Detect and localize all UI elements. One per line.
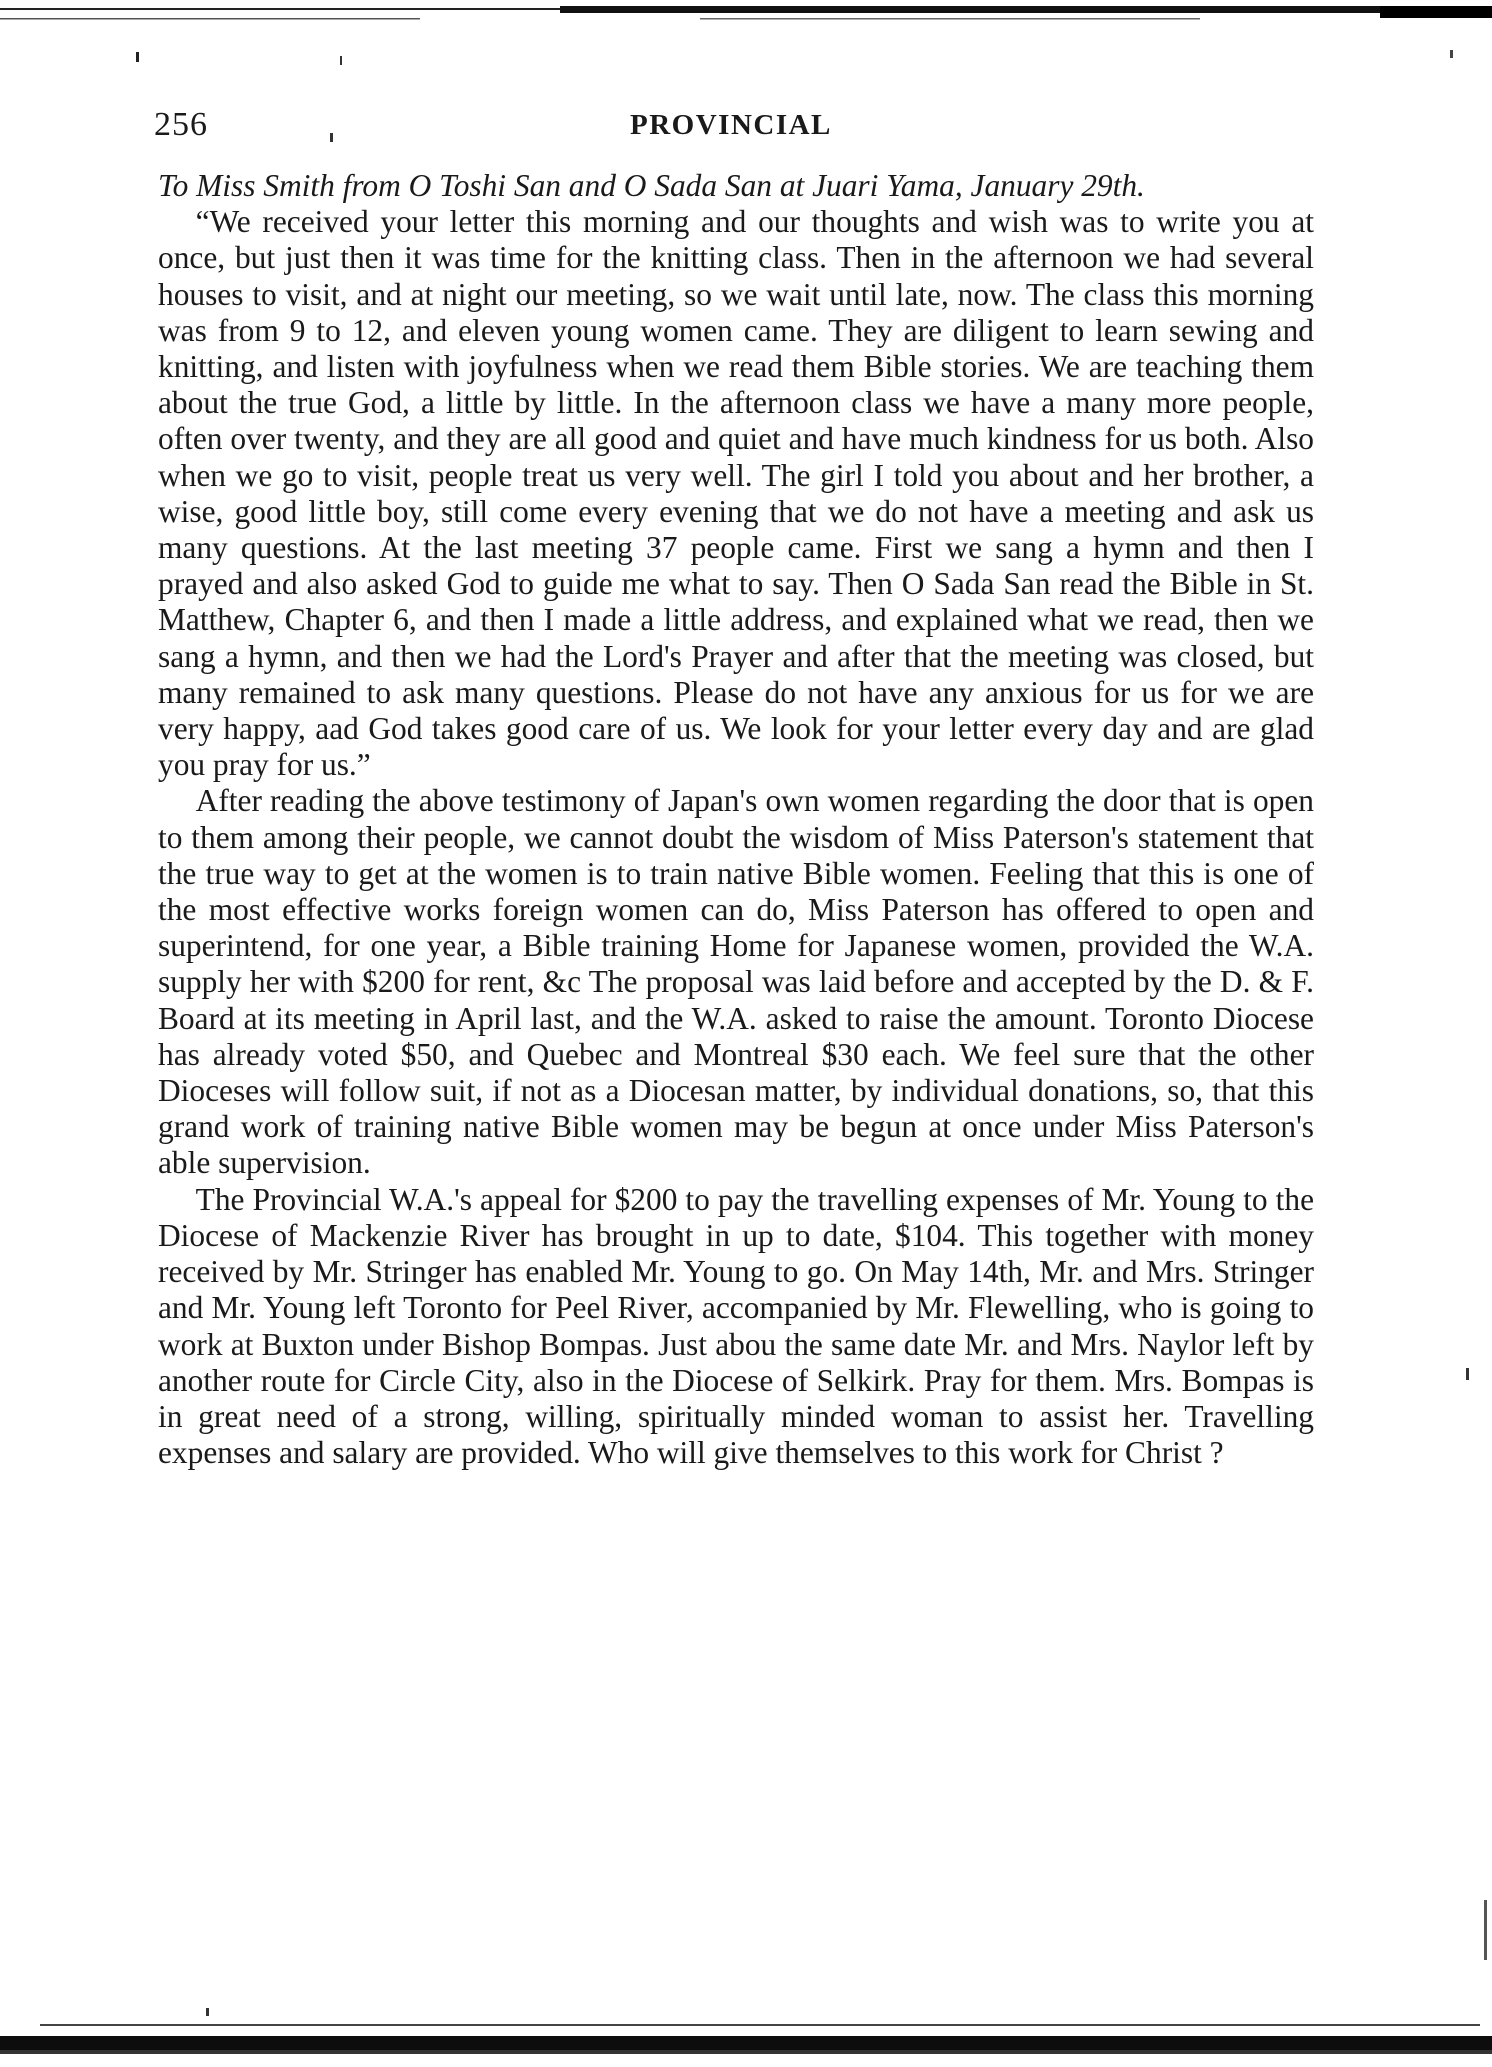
page-number: 256	[154, 106, 208, 143]
paragraph-mackenzie-river-appeal: The Provincial W.A.'s appeal for $200 to pay the travelling expenses of Mr. Young to the Diocese of Mackenzie River has brought in up to date, $104. This together with money received by Mr. Stringer has enabled Mr. Young to go. On May 14th, Mr. and Mrs. Stringer and Mr. Young left Toronto for Peel River, accompanied by Mr. Flewelling, who is going to work at Buxton under Bishop Bompas. Just abou the same date Mr. and Mrs. Naylor left by another route for Circle City, also in the Diocese of Selkirk. Pray for them. Mrs. Bompas is in great need of a strong, willing, spiritually minded woman to assist her. Travelling expenses and salary are provided. Who will give themselves to this work for Christ ?	[158, 1181, 1314, 1471]
letter-salutation: To Miss Smith from O Toshi San and O Sada San at Juari Yama, January 29th.	[158, 168, 1145, 203]
bottom-border-rule	[0, 2020, 1492, 2060]
paragraph-bible-training-home: After reading the above testimony of Japan's own women regarding the door that is open to them among their people, we cannot doubt the wisdom of Miss Paterson's statement that the true way to get at the women is to train native Bible women. Feeling that this is one of the most effective works foreign women can do, Miss Paterson has offered to open and superintend, for one year, a Bible training Home for Japanese women, provided the W.A. supply her with $200 for rent, &c The proposal was laid before and accepted by the D. & F. Board at its meeting in April last, and the W.A. asked to raise the amount. Toronto Diocese has already voted $50, and Quebec and Montreal $30 each. We feel sure that the other Dioceses will follow suit, if not as a Diocesan matter, by individual donations, so, that this grand work of training native Bible women may be begun at once under Miss Paterson's able supervision.	[158, 783, 1314, 1181]
letter-body: “We received your letter this morning and our thoughts and wish was to write you at once, but just then it was time for the knitting class. Then in the afternoon we had several houses to visit, and at night our meeting, so we wait until late, now. The class this morning was from 9 to 12, and eleven young women came. They are diligent to learn sewing and knitting, and listen with joyfulness when we read them Bible stories. We are teaching them about the true God, a little by little. In the afternoon class we have a many more people, often over twenty, and they are all good and quiet and have much kindness for us both. Also when we go to visit, people treat us very well. The girl I told you about and her brother, a wise, good little boy, still come every evening that we do not have a meeting and ask us many questions. At the last meeting 37 people came. First we sang a hymn and then I prayed and also asked God to guide me what to say. Then O Sada San read the Bible in St. Matthew, Chapter 6, and then I made a little address, and explained what we read, then we sang a hymn, and then we had the Lord's Prayer and after that the meeting was closed, but many remained to ask many questions. Please do not have any anxious for us for we are very happy, aad God takes good care of us. We look for your letter every day and are glad you pray for us.”	[158, 204, 1314, 783]
top-border-rule	[0, 6, 1492, 24]
running-title: PROVINCIAL	[630, 109, 832, 141]
page-header	[150, 106, 1310, 156]
article-body	[158, 168, 1314, 1471]
